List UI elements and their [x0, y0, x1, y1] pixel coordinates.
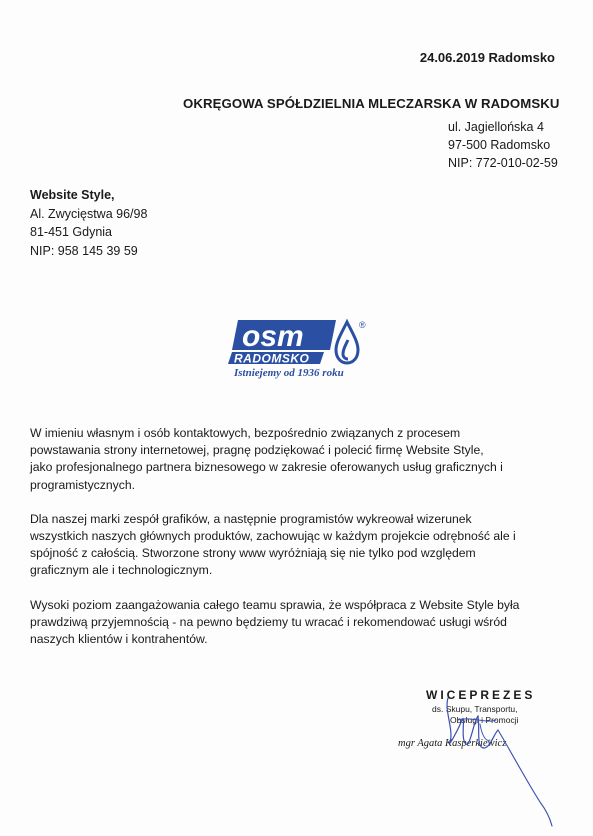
stamp-title: WICEPREZES: [426, 688, 536, 702]
sender-block: [183, 96, 560, 170]
stamp-department-line1: ds. Skupu, Transportu,: [432, 704, 518, 714]
sender-city: 97-500 Radomsko: [448, 138, 551, 152]
letter-date-place: 24.06.2019 Radomsko: [419, 50, 555, 65]
letter-body: [30, 425, 570, 665]
stamp-department-line2: Obsługi i Promocji: [450, 715, 519, 725]
paragraph-line: Dla naszej marki zespół grafików, a następnie programistów wykreował wizerunek: [30, 511, 472, 526]
stamp-signer-name: mgr Agata Kasperkiewicz: [398, 738, 507, 749]
sender-street: ul. Jagiellońska 4: [448, 120, 544, 134]
logo-word: osm: [242, 320, 304, 353]
paragraph-line: naszych klientów i kontrahentów.: [30, 632, 208, 647]
recipient-city: 81-451 Gdynia: [30, 225, 113, 239]
osm-logo: [228, 318, 368, 380]
paragraph-line: prawdziwą przyjemnością - na pewno będziemy tu wracać i rekomendować usługi wśród: [30, 614, 507, 629]
recipient-block: [30, 186, 147, 260]
handwritten-signature: [440, 690, 580, 830]
signature-stroke-loop: [480, 724, 490, 740]
signature-stroke-tail: [498, 730, 552, 826]
paragraph-line: wszystkich naszych głównych produktów, zachowując w każdym projekcie odrębność ale i: [30, 529, 516, 544]
recipient-nip: NIP: 958 145 39 59: [30, 243, 138, 258]
logo-sub: RADOMSKO: [234, 351, 310, 366]
paragraph-3: [30, 597, 570, 649]
paragraph-line: jako profesjonalnego partnera biznesowego w zakresie oferowanych usług graficznych i: [30, 460, 503, 475]
paragraph-line: Wysoki poziom zaangażowania całego teamu sprawia, że współpraca z Website Style była: [30, 597, 520, 612]
recipient-street: Al. Zwycięstwa 96/98: [30, 206, 148, 221]
recipient-name: Website Style,: [30, 188, 115, 202]
paragraph-line: programistycznych.: [30, 477, 135, 492]
paragraph-line: graficznym ale i technologicznym.: [30, 563, 213, 578]
sender-nip: NIP: 772-010-02-59: [448, 156, 558, 170]
paragraph-line: W imieniu własnym i osób kontaktowych, bezpośrednio związanych z procesem: [30, 426, 461, 440]
sender-address: [448, 118, 558, 172]
osm-logo-graphic: [228, 318, 368, 380]
paragraph-line: powstawania strony internetowej, pragnę podziękować i polecić firmę Website Style,: [30, 443, 484, 458]
logo-tagline: Istniejemy od 1936 roku: [234, 367, 344, 379]
paragraph-2: [30, 511, 570, 580]
signature-stroke-main: [447, 698, 498, 748]
registered-mark: ®: [359, 320, 366, 330]
paragraph-line: spójność z całością. Stworzone strony www wyróżniają się nie tylko pod względem: [30, 546, 476, 561]
paragraph-1: [30, 425, 570, 494]
sender-name: OKRĘGOWA SPÓŁDZIELNIA MLECZARSKA W RADOMSKU: [183, 96, 560, 111]
